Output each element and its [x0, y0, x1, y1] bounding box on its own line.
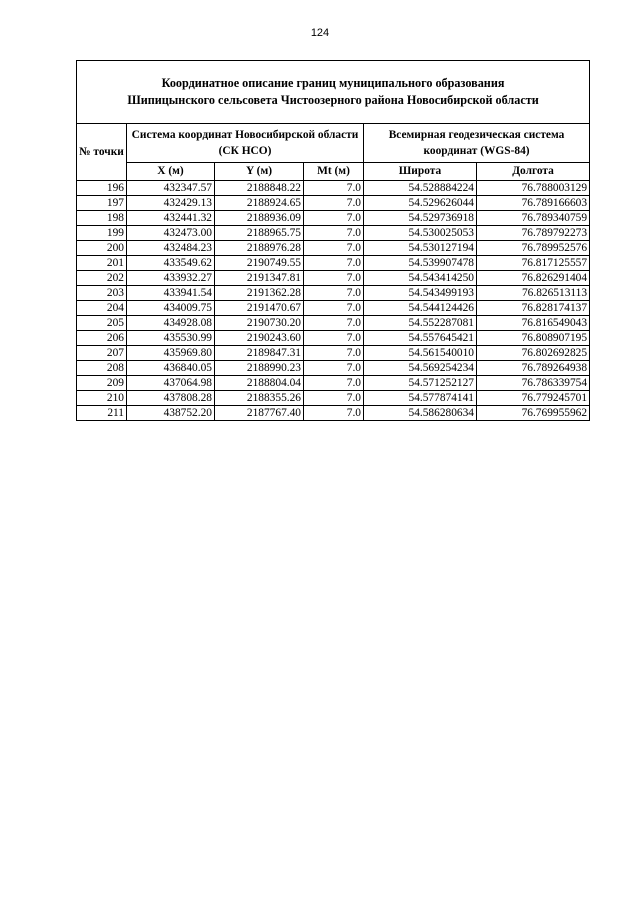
- longitude-cell: 76.816549043: [477, 316, 590, 331]
- point-number-cell: 207: [77, 346, 127, 361]
- point-number-cell: 211: [77, 406, 127, 421]
- x-cell: 435530.99: [127, 331, 215, 346]
- mt-cell: 7.0: [304, 331, 364, 346]
- y-cell: 2188355.26: [215, 391, 304, 406]
- mt-cell: 7.0: [304, 286, 364, 301]
- mt-cell: 7.0: [304, 391, 364, 406]
- header-world-system: Всемирная геодезическая система координат (WGS-84): [364, 124, 590, 163]
- table-row: [77, 376, 590, 391]
- mt-cell: 7.0: [304, 211, 364, 226]
- mt-cell: 7.0: [304, 301, 364, 316]
- mt-cell: 7.0: [304, 346, 364, 361]
- latitude-cell: 54.544124426: [364, 301, 477, 316]
- longitude-cell: 76.789952576: [477, 241, 590, 256]
- y-cell: 2188990.23: [215, 361, 304, 376]
- latitude-cell: 54.543499193: [364, 286, 477, 301]
- x-cell: 432441.32: [127, 211, 215, 226]
- x-cell: 437808.28: [127, 391, 215, 406]
- y-cell: 2191347.81: [215, 271, 304, 286]
- header-point-no: № точки: [77, 124, 127, 181]
- y-cell: 2188965.75: [215, 226, 304, 241]
- y-cell: 2191362.28: [215, 286, 304, 301]
- latitude-cell: 54.530025053: [364, 226, 477, 241]
- table-row: [77, 406, 590, 421]
- point-number-cell: 209: [77, 376, 127, 391]
- longitude-cell: 76.789792273: [477, 226, 590, 241]
- longitude-cell: 76.808907195: [477, 331, 590, 346]
- table-row: [77, 271, 590, 286]
- point-number-cell: 200: [77, 241, 127, 256]
- longitude-cell: 76.826291404: [477, 271, 590, 286]
- point-number-cell: 202: [77, 271, 127, 286]
- mt-cell: 7.0: [304, 406, 364, 421]
- y-cell: 2189847.31: [215, 346, 304, 361]
- title-line-2: Шипицынского сельсовета Чистоозерного района Новосибирской области: [127, 93, 539, 107]
- table-row: [77, 196, 590, 211]
- table-row: [77, 211, 590, 226]
- latitude-cell: 54.529736918: [364, 211, 477, 226]
- y-cell: 2188976.28: [215, 241, 304, 256]
- y-cell: 2190243.60: [215, 331, 304, 346]
- latitude-cell: 54.543414250: [364, 271, 477, 286]
- header-x: X (м): [127, 163, 215, 181]
- mt-cell: 7.0: [304, 241, 364, 256]
- point-number-cell: 204: [77, 301, 127, 316]
- point-number-cell: 205: [77, 316, 127, 331]
- x-cell: 433941.54: [127, 286, 215, 301]
- title-row: [77, 61, 590, 124]
- y-cell: 2188936.09: [215, 211, 304, 226]
- header-mt: Mt (м): [304, 163, 364, 181]
- longitude-cell: 76.828174137: [477, 301, 590, 316]
- latitude-cell: 54.561540010: [364, 346, 477, 361]
- point-number-cell: 201: [77, 256, 127, 271]
- page-number: 124: [310, 27, 330, 39]
- x-cell: 432484.23: [127, 241, 215, 256]
- table-row: [77, 391, 590, 406]
- point-number-cell: 210: [77, 391, 127, 406]
- y-cell: 2187767.40: [215, 406, 304, 421]
- longitude-cell: 76.817125557: [477, 256, 590, 271]
- longitude-cell: 76.789166603: [477, 196, 590, 211]
- point-number-cell: 198: [77, 211, 127, 226]
- x-cell: 432347.57: [127, 181, 215, 196]
- longitude-cell: 76.779245701: [477, 391, 590, 406]
- x-cell: 433932.27: [127, 271, 215, 286]
- longitude-cell: 76.826513113: [477, 286, 590, 301]
- x-cell: 438752.20: [127, 406, 215, 421]
- header-lon: Долгота: [477, 163, 590, 181]
- longitude-cell: 76.789340759: [477, 211, 590, 226]
- longitude-cell: 76.788003129: [477, 181, 590, 196]
- table-row: [77, 346, 590, 361]
- y-cell: 2190749.55: [215, 256, 304, 271]
- longitude-cell: 76.802692825: [477, 346, 590, 361]
- table-row: [77, 316, 590, 331]
- coordinates-table: [76, 60, 590, 421]
- table-row: [77, 361, 590, 376]
- x-cell: 437064.98: [127, 376, 215, 391]
- header-local-system: Система координат Новосибирской области (СК НСО): [127, 124, 364, 163]
- mt-cell: 7.0: [304, 256, 364, 271]
- table-row: [77, 301, 590, 316]
- point-number-cell: 196: [77, 181, 127, 196]
- x-cell: 434928.08: [127, 316, 215, 331]
- mt-cell: 7.0: [304, 316, 364, 331]
- longitude-cell: 76.789264938: [477, 361, 590, 376]
- x-cell: 436840.05: [127, 361, 215, 376]
- latitude-cell: 54.530127194: [364, 241, 477, 256]
- y-cell: 2190730.20: [215, 316, 304, 331]
- mt-cell: 7.0: [304, 226, 364, 241]
- table-row: [77, 226, 590, 241]
- point-number-cell: 206: [77, 331, 127, 346]
- mt-cell: 7.0: [304, 376, 364, 391]
- x-cell: 435969.80: [127, 346, 215, 361]
- mt-cell: 7.0: [304, 181, 364, 196]
- x-cell: 433549.62: [127, 256, 215, 271]
- table-title: [77, 61, 590, 124]
- group-header-row: [77, 124, 590, 163]
- latitude-cell: 54.586280634: [364, 406, 477, 421]
- latitude-cell: 54.552287081: [364, 316, 477, 331]
- table-row: [77, 286, 590, 301]
- latitude-cell: 54.577874141: [364, 391, 477, 406]
- y-cell: 2188848.22: [215, 181, 304, 196]
- longitude-cell: 76.786339754: [477, 376, 590, 391]
- table-row: [77, 256, 590, 271]
- x-cell: 432429.13: [127, 196, 215, 211]
- x-cell: 434009.75: [127, 301, 215, 316]
- longitude-cell: 76.769955962: [477, 406, 590, 421]
- sub-header-row: [77, 163, 590, 181]
- point-number-cell: 203: [77, 286, 127, 301]
- latitude-cell: 54.557645421: [364, 331, 477, 346]
- latitude-cell: 54.571252127: [364, 376, 477, 391]
- table-body: [77, 181, 590, 421]
- latitude-cell: 54.539907478: [364, 256, 477, 271]
- mt-cell: 7.0: [304, 271, 364, 286]
- latitude-cell: 54.528884224: [364, 181, 477, 196]
- latitude-cell: 54.569254234: [364, 361, 477, 376]
- point-number-cell: 208: [77, 361, 127, 376]
- y-cell: 2191470.67: [215, 301, 304, 316]
- latitude-cell: 54.529626044: [364, 196, 477, 211]
- point-number-cell: 197: [77, 196, 127, 211]
- header-y: Y (м): [215, 163, 304, 181]
- header-lat: Широта: [364, 163, 477, 181]
- table-row: [77, 181, 590, 196]
- y-cell: 2188804.04: [215, 376, 304, 391]
- table-row: [77, 241, 590, 256]
- mt-cell: 7.0: [304, 196, 364, 211]
- table-row: [77, 331, 590, 346]
- title-line-1: Координатное описание границ муниципального образования: [161, 76, 505, 90]
- x-cell: 432473.00: [127, 226, 215, 241]
- point-number-cell: 199: [77, 226, 127, 241]
- y-cell: 2188924.65: [215, 196, 304, 211]
- mt-cell: 7.0: [304, 361, 364, 376]
